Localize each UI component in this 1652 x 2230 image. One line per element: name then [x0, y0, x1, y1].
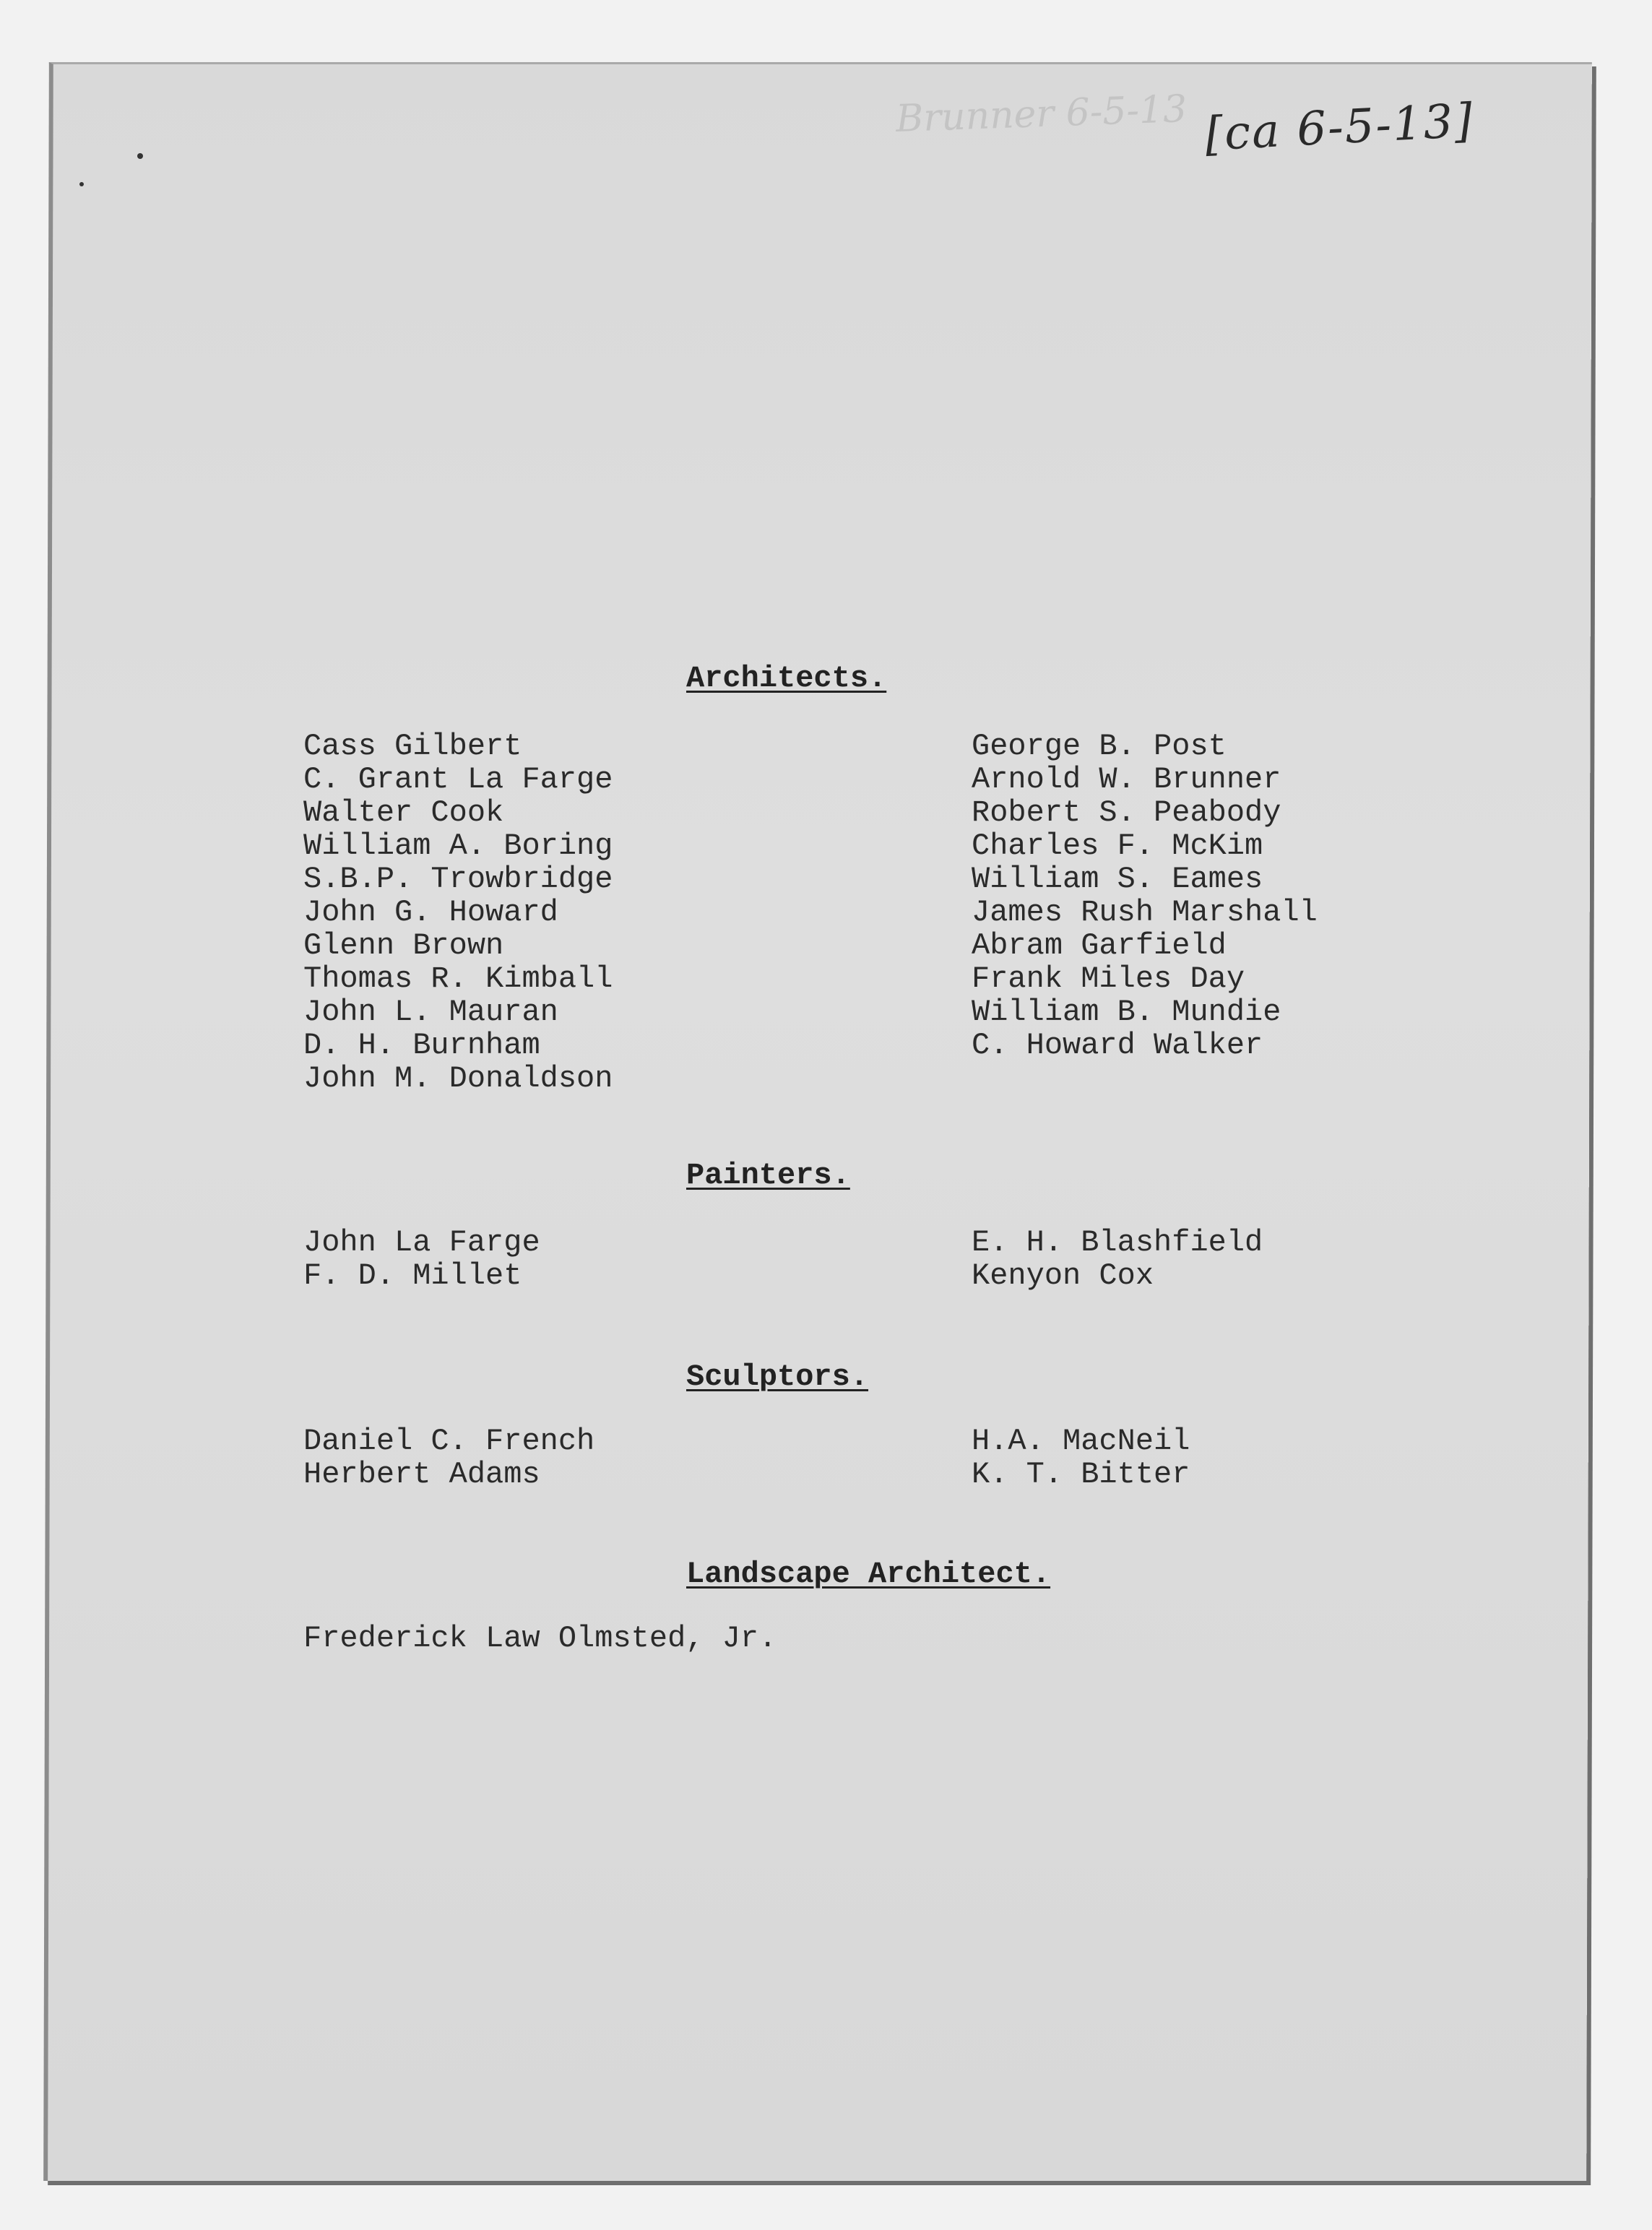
- sculptors-left-column: [303, 1425, 594, 1491]
- ink-speck: [137, 153, 143, 159]
- name-entry: Robert S. Peabody: [972, 795, 1281, 830]
- name-entry: Kenyon Cox: [972, 1258, 1154, 1293]
- name-entry: Thomas R. Kimball: [303, 961, 613, 996]
- name-entry: F. D. Millet: [303, 1258, 522, 1293]
- name-entry: H.A. MacNeil: [972, 1424, 1190, 1458]
- faint-ghost-annotation: Brunner 6-5-13: [895, 87, 1188, 142]
- name-entry: George B. Post: [972, 729, 1227, 764]
- name-entry: Charles F. McKim: [972, 829, 1263, 863]
- document-page: [43, 62, 1592, 2181]
- landscape-left-column: [303, 1622, 777, 1655]
- name-entry: William B. Mundie: [972, 995, 1281, 1029]
- name-entry: E. H. Blashfield: [972, 1225, 1263, 1260]
- painters-left-column: [303, 1226, 540, 1292]
- ink-speck: [79, 182, 84, 186]
- sculptors-right-column: [972, 1425, 1190, 1491]
- name-entry: William S. Eames: [972, 862, 1263, 896]
- name-entry: Daniel C. French: [303, 1424, 595, 1458]
- name-entry: Arnold W. Brunner: [972, 762, 1281, 797]
- name-entry: Walter Cook: [303, 795, 504, 830]
- name-entry: Frank Miles Day: [972, 961, 1245, 996]
- painters-heading: Painters.: [686, 1158, 850, 1193]
- name-entry: John G. Howard: [303, 895, 558, 930]
- landscape-architect-heading: Landscape Architect.: [686, 1557, 1051, 1591]
- painters-right-column: [972, 1226, 1263, 1292]
- architects-right-column: [972, 730, 1318, 1062]
- name-entry: James Rush Marshall: [972, 895, 1318, 930]
- architects-heading: Architects.: [686, 661, 887, 696]
- name-entry: C. Grant La Farge: [303, 762, 613, 797]
- name-entry: K. T. Bitter: [972, 1457, 1190, 1492]
- name-entry: S.B.P. Trowbridge: [303, 862, 613, 896]
- name-entry: John M. Donaldson: [303, 1061, 613, 1096]
- architects-left-column: [303, 730, 613, 1095]
- name-entry: Herbert Adams: [303, 1457, 540, 1492]
- name-entry: D. H. Burnham: [303, 1028, 540, 1063]
- name-entry: John L. Mauran: [303, 995, 558, 1029]
- name-entry: Abram Garfield: [972, 928, 1227, 963]
- name-entry: Cass Gilbert: [303, 729, 522, 764]
- name-entry: John La Farge: [303, 1225, 540, 1260]
- name-entry: William A. Boring: [303, 829, 613, 863]
- handwritten-date-annotation: [ca 6-5-13]: [1203, 94, 1476, 162]
- name-entry: Frederick Law Olmsted, Jr.: [303, 1621, 777, 1656]
- name-entry: C. Howard Walker: [972, 1028, 1263, 1063]
- sculptors-heading: Sculptors.: [686, 1360, 869, 1394]
- name-entry: Glenn Brown: [303, 928, 504, 963]
